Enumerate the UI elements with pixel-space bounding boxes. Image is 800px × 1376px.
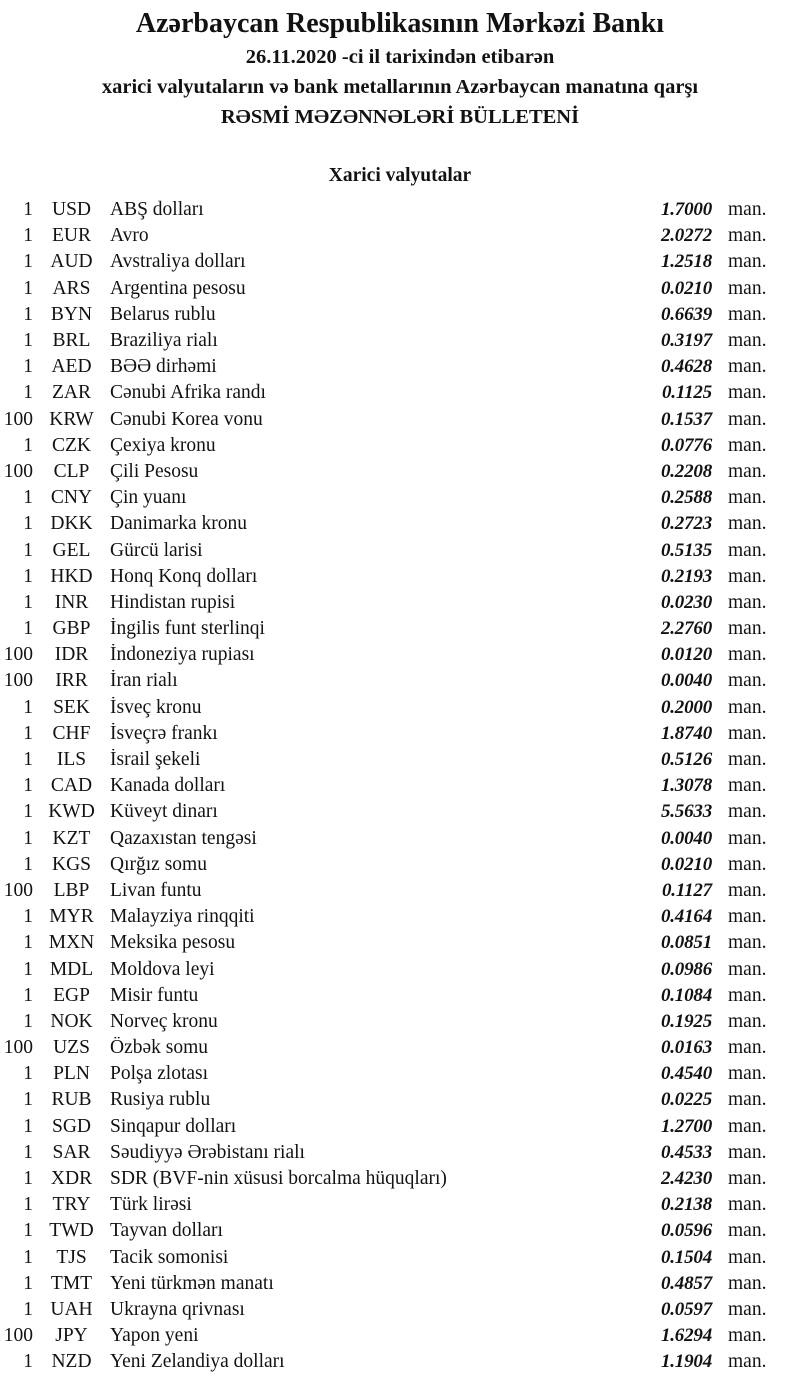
currency-name-cell: Küveyt dinarı (110, 801, 218, 823)
unit-cell: man. (728, 1298, 767, 1320)
currency-name-cell: Polşa zlotası (110, 1063, 209, 1085)
currency-name-cell: Çili Pesosu (110, 460, 199, 482)
rate-value-cell: 0.4857 (660, 1272, 712, 1294)
currency-name-cell: Argentina pesosu (110, 277, 246, 299)
rate-value-cell: 0.0225 (660, 1089, 712, 1111)
currency-code-cell: GEL (52, 539, 91, 561)
rate-row (0, 1349, 800, 1375)
currency-code-cell: MXN (48, 932, 95, 954)
currency-code-cell: SAR (52, 1141, 91, 1163)
rate-value-cell: 2.2760 (660, 618, 712, 640)
rate-row (0, 668, 800, 694)
currency-name-cell: Sinqapur dolları (110, 1115, 237, 1137)
unit-cell: man. (728, 591, 767, 613)
quantity-cell: 100 (3, 644, 33, 666)
quantity-cell: 1 (23, 1272, 33, 1294)
currency-code-cell: TWD (49, 1220, 94, 1242)
rate-value-cell: 0.0776 (660, 434, 712, 456)
quantity-cell: 1 (23, 958, 33, 980)
currency-code-cell: CZK (52, 434, 91, 456)
rate-row (0, 197, 800, 223)
quantity-cell: 1 (23, 225, 33, 247)
rate-value-cell: 0.2588 (660, 487, 712, 509)
currency-code-cell: KRW (49, 408, 94, 430)
bulletin-title: RƏSMİ MƏZƏNNƏLƏRİ BÜLLETENİ (220, 106, 580, 128)
currency-name-cell: Özbək somu (110, 1037, 209, 1059)
quantity-cell: 1 (23, 1089, 33, 1111)
currency-code-cell: ILS (56, 749, 87, 771)
unit-cell: man. (728, 565, 767, 587)
currency-name-cell: Hindistan rupisi (110, 591, 236, 613)
unit-cell: man. (728, 356, 767, 378)
currency-code-cell: EGP (53, 984, 90, 1006)
rate-row (0, 956, 800, 982)
rate-row (0, 328, 800, 354)
currency-code-cell: RUB (51, 1089, 92, 1111)
unit-cell: man. (728, 749, 767, 771)
currency-name-cell: Malayziya rinqqiti (110, 906, 255, 928)
rate-row (0, 564, 800, 590)
rate-row (0, 302, 800, 328)
rate-row (0, 1035, 800, 1061)
currency-code-cell: SEK (53, 696, 90, 718)
unit-cell: man. (728, 1168, 767, 1190)
quantity-cell: 100 (3, 670, 33, 692)
unit-cell: man. (728, 1220, 767, 1242)
rate-value-cell: 0.2193 (660, 565, 712, 587)
currency-code-cell: CNY (50, 487, 93, 509)
rate-value-cell: 0.4164 (660, 906, 712, 928)
currency-name-cell: İran rialı (110, 670, 178, 692)
rate-row (0, 511, 800, 537)
rate-row (0, 642, 800, 668)
currency-code-cell: ARS (52, 277, 91, 299)
quantity-cell: 1 (23, 1115, 33, 1137)
currency-name-cell: İngilis funt sterlinqi (110, 618, 265, 640)
currency-code-cell: BYN (50, 303, 93, 325)
quantity-cell: 100 (3, 408, 33, 430)
currency-name-cell: İsveç kronu (110, 696, 202, 718)
rate-value-cell: 0.2000 (660, 696, 712, 718)
unit-cell: man. (728, 1246, 767, 1268)
rate-value-cell: 0.0986 (660, 958, 712, 980)
quantity-cell: 1 (23, 1351, 33, 1373)
rate-row (0, 433, 800, 459)
rate-value-cell: 0.4533 (660, 1141, 712, 1163)
rate-row (0, 799, 800, 825)
rate-value-cell: 0.1504 (660, 1246, 712, 1268)
currency-name-cell: Yeni türkmən manatı (110, 1272, 274, 1294)
rate-value-cell: 1.8740 (660, 722, 712, 744)
currency-code-cell: NOK (50, 1010, 93, 1032)
rate-row (0, 930, 800, 956)
rate-value-cell: 0.0230 (660, 591, 712, 613)
currency-name-cell: Çexiya kronu (110, 434, 216, 456)
rate-value-cell: 1.6294 (660, 1325, 712, 1347)
rate-value-cell: 0.0040 (660, 670, 712, 692)
rate-row (0, 1114, 800, 1140)
rate-row (0, 1323, 800, 1349)
date-line: 26.11.2020 -ci il tarixindən etibarən (245, 46, 555, 68)
rate-value-cell: 0.2138 (660, 1194, 712, 1216)
currency-code-cell: LBP (53, 879, 90, 901)
rate-value-cell: 0.4540 (660, 1063, 712, 1085)
unit-cell: man. (728, 460, 767, 482)
rate-value-cell: 1.2700 (660, 1115, 712, 1137)
rate-value-cell: 1.7000 (660, 199, 712, 221)
quantity-cell: 1 (23, 1298, 33, 1320)
unit-cell: man. (728, 225, 767, 247)
rate-value-cell: 0.0120 (660, 644, 712, 666)
unit-cell: man. (728, 1141, 767, 1163)
quantity-cell: 1 (23, 618, 33, 640)
currency-code-cell: UAH (50, 1298, 93, 1320)
quantity-cell: 1 (23, 251, 33, 273)
rate-value-cell: 1.1904 (660, 1351, 712, 1373)
currency-code-cell: KWD (48, 801, 95, 823)
rate-value-cell: 2.0272 (660, 225, 712, 247)
rate-row (0, 1271, 800, 1297)
currency-code-cell: HKD (50, 565, 93, 587)
currency-name-cell: Cənubi Korea vonu (110, 408, 263, 430)
rate-value-cell: 1.3078 (660, 775, 712, 797)
currency-name-cell: Braziliya rialı (110, 330, 218, 352)
unit-cell: man. (728, 670, 767, 692)
unit-cell: man. (728, 853, 767, 875)
currency-name-cell: Yeni Zelandiya dolları (110, 1351, 285, 1373)
quantity-cell: 1 (23, 775, 33, 797)
currency-name-cell: Moldova leyi (110, 958, 215, 980)
unit-cell: man. (728, 1325, 767, 1347)
rate-value-cell: 0.5135 (660, 539, 712, 561)
currency-code-cell: KZT (52, 827, 91, 849)
rate-value-cell: 1.2518 (660, 251, 712, 273)
currency-name-cell: Meksika pesosu (110, 932, 236, 954)
currency-name-cell: Avro (110, 225, 149, 247)
unit-cell: man. (728, 199, 767, 221)
unit-cell: man. (728, 277, 767, 299)
rate-row (0, 1009, 800, 1035)
currency-name-cell: İndoneziya rupiası (110, 644, 255, 666)
quantity-cell: 100 (3, 1037, 33, 1059)
currency-name-cell: ABŞ dolları (110, 199, 204, 221)
rate-row (0, 459, 800, 485)
currency-name-cell: Norveç kronu (110, 1010, 218, 1032)
quantity-cell: 1 (23, 330, 33, 352)
rate-row (0, 1245, 800, 1271)
currency-code-cell: AUD (50, 251, 93, 273)
currency-code-cell: PLN (53, 1063, 90, 1085)
rate-value-cell: 0.1127 (661, 879, 712, 901)
rate-row (0, 773, 800, 799)
unit-cell: man. (728, 932, 767, 954)
currency-name-cell: Avstraliya dolları (110, 251, 246, 273)
rate-row (0, 695, 800, 721)
rate-row (0, 1061, 800, 1087)
quantity-cell: 1 (23, 1246, 33, 1268)
rate-value-cell: 0.0597 (660, 1298, 712, 1320)
quantity-cell: 1 (23, 749, 33, 771)
currency-code-cell: AED (51, 356, 92, 378)
currency-name-cell: Yapon yeni (110, 1325, 199, 1347)
rate-row (0, 276, 800, 302)
unit-cell: man. (728, 434, 767, 456)
rate-row (0, 1218, 800, 1244)
currency-name-cell: BƏƏ dirhəmi (110, 356, 217, 378)
rate-row (0, 721, 800, 747)
rate-value-cell: 0.3197 (660, 330, 712, 352)
rate-row (0, 1140, 800, 1166)
currency-name-cell: Tayvan dolları (110, 1220, 223, 1242)
unit-cell: man. (728, 487, 767, 509)
currency-name-cell: Misir funtu (110, 984, 199, 1006)
rate-row (0, 904, 800, 930)
quantity-cell: 1 (23, 932, 33, 954)
rates-table (0, 197, 800, 1375)
rate-row (0, 223, 800, 249)
rate-value-cell: 0.0040 (660, 827, 712, 849)
currency-code-cell: XDR (50, 1168, 93, 1190)
unit-cell: man. (728, 1272, 767, 1294)
rate-row (0, 616, 800, 642)
unit-cell: man. (728, 958, 767, 980)
unit-cell: man. (728, 644, 767, 666)
bank-title: Azərbaycan Respublikasının Mərkəzi Bankı (135, 8, 665, 39)
currency-name-cell: Səudiyyə Ərəbistanı rialı (110, 1141, 305, 1163)
quantity-cell: 1 (23, 565, 33, 587)
currency-name-cell: Gürcü larisi (110, 539, 203, 561)
rate-value-cell: 0.4628 (660, 356, 712, 378)
unit-cell: man. (728, 408, 767, 430)
quantity-cell: 1 (23, 1141, 33, 1163)
unit-cell: man. (728, 1063, 767, 1085)
currency-name-cell: İsveçrə frankı (110, 722, 218, 744)
currency-name-cell: Qazaxıstan tengəsi (110, 827, 257, 849)
quantity-cell: 1 (23, 277, 33, 299)
currency-name-cell: Livan funtu (110, 879, 202, 901)
currency-code-cell: UZS (53, 1037, 90, 1059)
quantity-cell: 1 (23, 1194, 33, 1216)
currency-code-cell: IRR (55, 670, 88, 692)
unit-cell: man. (728, 827, 767, 849)
quantity-cell: 1 (23, 434, 33, 456)
currency-name-cell: Honq Konq dolları (110, 565, 258, 587)
rate-row (0, 747, 800, 773)
unit-cell: man. (728, 722, 767, 744)
subtitle-line: xarici valyutaların və bank metallarının Azərbaycan manatına qarşı (101, 76, 699, 98)
currency-code-cell: DKK (50, 513, 93, 535)
currency-code-cell: SGD (51, 1115, 91, 1137)
rate-value-cell: 0.0210 (660, 853, 712, 875)
currency-code-cell: TRY (52, 1194, 91, 1216)
currency-code-cell: CLP (53, 460, 90, 482)
rate-value-cell: 0.2723 (660, 513, 712, 535)
quantity-cell: 1 (23, 539, 33, 561)
unit-cell: man. (728, 775, 767, 797)
rate-value-cell: 0.1125 (661, 382, 712, 404)
rate-row (0, 983, 800, 1009)
rate-value-cell: 0.0163 (660, 1037, 712, 1059)
unit-cell: man. (728, 1010, 767, 1032)
quantity-cell: 100 (3, 460, 33, 482)
currency-name-cell: Danimarka kronu (110, 513, 247, 535)
quantity-cell: 1 (23, 696, 33, 718)
rate-value-cell: 5.5633 (660, 801, 712, 823)
rate-row (0, 852, 800, 878)
rate-row (0, 354, 800, 380)
rate-row (0, 1192, 800, 1218)
quantity-cell: 1 (23, 722, 33, 744)
quantity-cell: 1 (23, 513, 33, 535)
rate-row (0, 485, 800, 511)
currency-name-cell: Türk lirəsi (110, 1194, 192, 1216)
currency-code-cell: GBP (52, 618, 91, 640)
currency-code-cell: KGS (51, 853, 91, 875)
unit-cell: man. (728, 801, 767, 823)
quantity-cell: 1 (23, 356, 33, 378)
currency-code-cell: CHF (52, 722, 91, 744)
rate-row (0, 380, 800, 406)
rate-value-cell: 2.4230 (660, 1168, 712, 1190)
unit-cell: man. (728, 1089, 767, 1111)
unit-cell: man. (728, 879, 767, 901)
quantity-cell: 1 (23, 906, 33, 928)
rate-value-cell: 0.2208 (660, 460, 712, 482)
rate-value-cell: 0.1925 (660, 1010, 712, 1032)
currency-code-cell: EUR (52, 225, 91, 247)
currency-code-cell: TJS (56, 1246, 87, 1268)
currency-code-cell: USD (51, 199, 91, 221)
section-title: Xarici valyutalar (328, 165, 472, 186)
currency-code-cell: TMT (50, 1272, 93, 1294)
currency-name-cell: Cənubi Afrika randı (110, 382, 266, 404)
rate-row (0, 407, 800, 433)
currency-code-cell: NZD (51, 1351, 92, 1373)
quantity-cell: 100 (3, 1325, 33, 1347)
unit-cell: man. (728, 906, 767, 928)
rate-row (0, 1297, 800, 1323)
rate-value-cell: 0.0596 (660, 1220, 712, 1242)
unit-cell: man. (728, 1194, 767, 1216)
rate-row (0, 878, 800, 904)
rate-row (0, 1166, 800, 1192)
unit-cell: man. (728, 539, 767, 561)
unit-cell: man. (728, 303, 767, 325)
rate-value-cell: 0.0851 (660, 932, 712, 954)
rate-value-cell: 0.1537 (660, 408, 712, 430)
rate-row (0, 1087, 800, 1113)
rate-row (0, 826, 800, 852)
quantity-cell: 1 (23, 801, 33, 823)
quantity-cell: 1 (23, 199, 33, 221)
currency-name-cell: Qırğız somu (110, 853, 207, 875)
currency-name-cell: Ukrayna qrivnası (110, 1298, 245, 1320)
currency-name-cell: Çin yuanı (110, 487, 187, 509)
quantity-cell: 1 (23, 382, 33, 404)
quantity-cell: 1 (23, 303, 33, 325)
rate-row (0, 537, 800, 563)
currency-name-cell: Belarus rublu (110, 303, 216, 325)
rate-value-cell: 0.5126 (660, 749, 712, 771)
rate-row (0, 249, 800, 275)
quantity-cell: 1 (23, 1063, 33, 1085)
rate-row (0, 590, 800, 616)
unit-cell: man. (728, 1037, 767, 1059)
unit-cell: man. (728, 984, 767, 1006)
quantity-cell: 1 (23, 1168, 33, 1190)
unit-cell: man. (728, 251, 767, 273)
rate-value-cell: 0.0210 (660, 277, 712, 299)
quantity-cell: 1 (23, 487, 33, 509)
unit-cell: man. (728, 1115, 767, 1137)
quantity-cell: 1 (23, 984, 33, 1006)
unit-cell: man. (728, 618, 767, 640)
currency-code-cell: ZAR (52, 382, 91, 404)
currency-name-cell: SDR (BVF-nin xüsusi borcalma hüquqları) (110, 1168, 447, 1190)
unit-cell: man. (728, 1351, 767, 1373)
unit-cell: man. (728, 330, 767, 352)
unit-cell: man. (728, 382, 767, 404)
quantity-cell: 1 (23, 827, 33, 849)
quantity-cell: 1 (23, 1010, 33, 1032)
rate-value-cell: 0.1084 (660, 984, 712, 1006)
quantity-cell: 1 (23, 591, 33, 613)
currency-name-cell: Kanada dolları (110, 775, 226, 797)
currency-code-cell: INR (54, 591, 89, 613)
currency-code-cell: CAD (50, 775, 93, 797)
currency-name-cell: Rusiya rublu (110, 1089, 211, 1111)
currency-code-cell: BRL (52, 330, 91, 352)
unit-cell: man. (728, 513, 767, 535)
bulletin-header (0, 6, 800, 132)
unit-cell: man. (728, 696, 767, 718)
quantity-cell: 100 (3, 879, 33, 901)
quantity-cell: 1 (23, 853, 33, 875)
currency-code-cell: JPY (55, 1325, 88, 1347)
currency-name-cell: İsrail şekeli (110, 749, 201, 771)
currency-code-cell: MDL (49, 958, 94, 980)
rate-value-cell: 0.6639 (660, 303, 712, 325)
currency-name-cell: Tacik somonisi (110, 1246, 229, 1268)
currency-code-cell: IDR (54, 644, 89, 666)
quantity-cell: 1 (23, 1220, 33, 1242)
currency-code-cell: MYR (49, 906, 94, 928)
